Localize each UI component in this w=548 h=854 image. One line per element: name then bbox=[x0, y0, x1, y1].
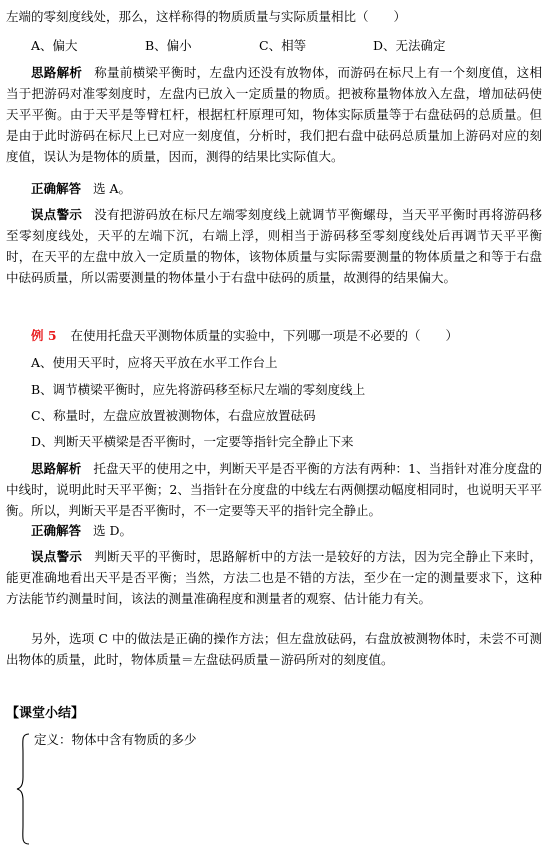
example-5-answer bbox=[6, 520, 542, 541]
option-b: B、偏小 bbox=[145, 38, 192, 53]
answer-text: 选 A。 bbox=[93, 181, 132, 196]
example-5-heading bbox=[31, 325, 542, 346]
example-5-warning bbox=[6, 546, 542, 609]
warning-text: 没有把游码放在标尺左端零刻度线上就调节平衡螺母，当天平平衡时再将游码移至零刻度线处，天平的左端下沉，右端上浮，则相当于游码移至零刻度线处后再调节天平平衡时，在天平的左盘中放入一定质量的物体，该物体质量与实际需要测量的物体质量之和等于右盘中砝码质量，所以需要测量的物体量小于右盘中砝码的质量，故测得的结果偏大。 bbox=[6, 207, 542, 285]
analysis-text: 托盘天平的使用之中，判断天平是否平衡的方法有两种：1、当指针对准分度盘的中线时，说明此时天平平衡；2、当指针在分度盘的中线左右两侧摆动幅度相同时，也说明天平平衡。所以，判断天平是否平衡时，不一定要等天平的指针完全静止。 bbox=[6, 461, 542, 518]
example-5-option-a: A、使用天平时，应将天平放在水平工作台上 bbox=[31, 355, 278, 370]
answer-paragraph bbox=[6, 178, 542, 199]
example-5-label: 例 5 bbox=[31, 328, 57, 343]
answer-text: 选 D。 bbox=[93, 523, 133, 538]
example-5-analysis bbox=[6, 458, 542, 521]
warning-text: 判断天平的平衡时，思路解析中的方法一是较好的方法，因为完全静止下来时，能更准确地看出天平是否平衡；当然，方法二也是不错的方法，至少在一定的测量要求下，这种方法能节约测量时间，该法的测量准确程度和测量者的观察、估计能力有关。 bbox=[6, 549, 542, 606]
summary-definition: 定义：物体中含有物质的多少 bbox=[34, 732, 197, 747]
example-5-option-c: C、称量时，左盘应放置被测物体，右盘应放置砝码 bbox=[31, 408, 316, 423]
example-5-option-b: B、调节横梁平衡时，应先将游码移至标尺左端的零刻度线上 bbox=[31, 382, 366, 397]
warning-label: 误点警示 bbox=[31, 207, 83, 222]
option-d: D、无法确定 bbox=[373, 38, 446, 53]
answer-label: 正确解答 bbox=[31, 523, 82, 538]
analysis-label: 思路解析 bbox=[31, 65, 83, 80]
analysis-paragraph bbox=[6, 62, 542, 167]
example-5-stem: 在使用托盘天平测物体质量的实验中，下列哪一项是不必要的（ ） bbox=[70, 328, 459, 343]
example-5-extra: 另外，选项 C 中的做法是正确的操作方法；但左盘放砝码，右盘放被测物体时，未尝不可测出物体的质量，此时，物体质量＝左盘砝码质量－游码所对的刻度值。 bbox=[6, 631, 542, 667]
option-c: C、相等 bbox=[259, 38, 307, 53]
option-a: A、偏大 bbox=[31, 38, 78, 53]
warning-paragraph bbox=[6, 204, 542, 288]
example-5-option-d: D、判断天平横梁是否平衡时，一定要等指针完全静止下来 bbox=[31, 434, 354, 449]
answer-label: 正确解答 bbox=[31, 181, 82, 196]
options-row bbox=[31, 35, 542, 56]
question-stem-tail: 左端的零刻度线处，那么，这样称得的物质质量与实际质量相比（ ） bbox=[6, 9, 407, 24]
warning-label: 误点警示 bbox=[31, 549, 83, 564]
analysis-text: 称量前横梁平衡时，左盘内还没有放物体，而游码在标尺上有一个刻度值，这相当于把游码对准零刻度时，左盘内已放入一定质量的物质。把被称量物体放入左盘，增加砝码使天平平衡。由于天平是等臂杠杆，根据杠杆原理可知，物体实际质量等于右盘砝码的总质量。但是由于此时游码在标尺上已对应一刻度值，分析时，我们把右盘中砝码总质量加上游码对应的刻度值，误认为是物体的质量，因而，测得的结果比实际值大。 bbox=[6, 65, 542, 164]
summary-title: 【课堂小结】 bbox=[6, 706, 85, 721]
analysis-label: 思路解析 bbox=[31, 461, 82, 476]
left-brace-icon bbox=[16, 733, 30, 845]
